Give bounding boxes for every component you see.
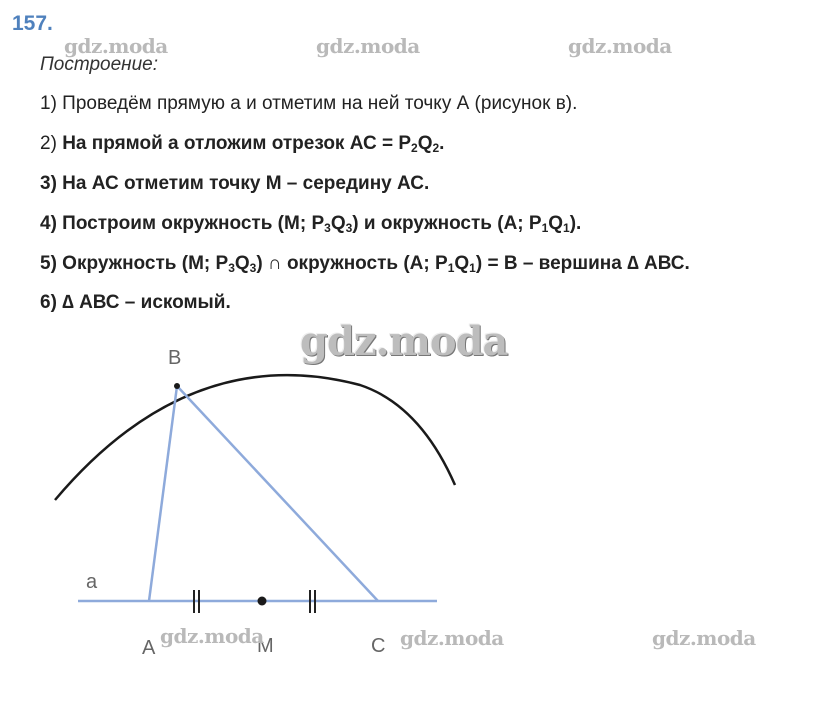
- step-5: 5) Окружность (М; $Р_3Q_3$) ∩ окружность (А; $Р_1Q_1) = В$ – вершина ∆ АВС.: [40, 253, 690, 275]
- label-M: M: [257, 635, 274, 657]
- point-M: [258, 597, 267, 606]
- label-B: B: [168, 347, 182, 369]
- step-1: 1) Проведём прямую а и отметим на ней точку А (рисунок в).: [40, 93, 578, 114]
- label-C: C: [371, 635, 386, 657]
- watermark: gdz.moda: [568, 34, 672, 58]
- label-A: A: [142, 637, 156, 659]
- step-6: 6) ∆ АВС – искомый.: [40, 292, 231, 313]
- watermark: gdz.moda: [160, 624, 264, 648]
- step-2: 2) На прямой а отложим отрезок АС = $Р_2Q_2$.: [40, 133, 445, 155]
- watermark: gdz.moda: [316, 34, 420, 58]
- segment-BC: [177, 386, 378, 601]
- point-B: [174, 383, 180, 389]
- segment-AB: [149, 386, 177, 601]
- step-4: 4) Построим окружность (М; $Р_3Q_3$) и окружность (А; $Р_1Q_1$).: [40, 213, 582, 235]
- watermark: gdz.moda: [64, 34, 168, 58]
- construction-heading: Построение:: [40, 54, 159, 75]
- watermark: gdz.moda: [400, 626, 504, 650]
- step-3: 3) На АС отметим точку М – середину АС.: [40, 173, 430, 194]
- label-a: a: [86, 571, 98, 593]
- watermark-large: gdz.moda: [300, 318, 508, 365]
- circle-arc: [55, 375, 455, 500]
- watermark: gdz.moda: [652, 626, 756, 650]
- problem-number: 157.: [12, 12, 53, 35]
- step-2-number: 2): [40, 133, 63, 154]
